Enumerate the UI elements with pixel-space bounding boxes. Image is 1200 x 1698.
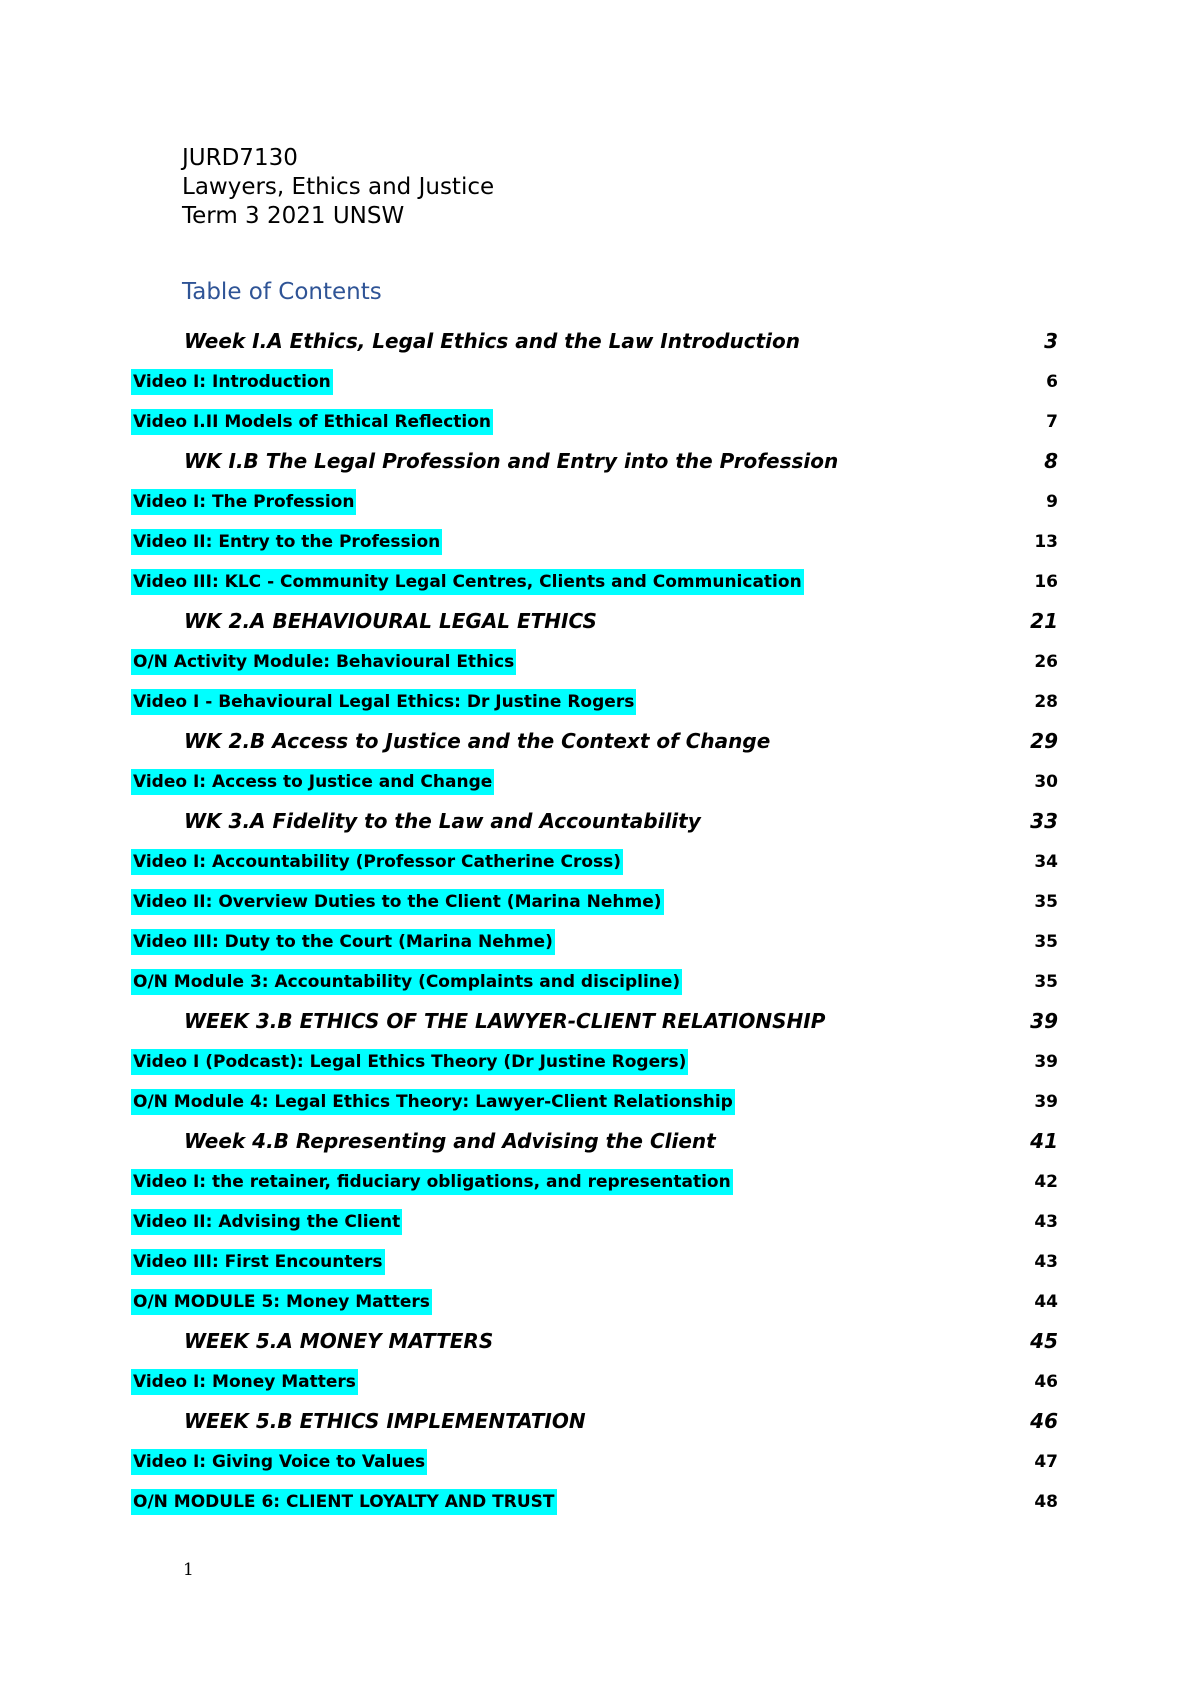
toc-entry[interactable]: [0, 769, 1200, 799]
toc-week-heading[interactable]: [0, 1409, 1200, 1439]
toc-week-heading[interactable]: [0, 729, 1200, 759]
toc-entry[interactable]: [0, 1169, 1200, 1199]
toc-entry-label[interactable]: Video I: the retainer, fiduciary obligations, and representation: [131, 1169, 733, 1195]
toc-entry-label[interactable]: Video II: Overview Duties to the Client (Marina Nehme): [131, 889, 664, 915]
toc-entry-label[interactable]: Video I: The Profession: [131, 489, 356, 515]
toc-page-number[interactable]: 47: [1034, 1452, 1058, 1472]
toc-page-number[interactable]: 9: [1046, 492, 1058, 512]
toc-entry[interactable]: [0, 969, 1200, 999]
toc-page-number[interactable]: 41: [1030, 1129, 1058, 1153]
toc-entry[interactable]: [0, 929, 1200, 959]
toc-page-number[interactable]: 3: [1044, 329, 1058, 353]
toc-page-number[interactable]: 39: [1034, 1092, 1058, 1112]
toc-entry-label[interactable]: Video III: First Encounters: [131, 1249, 385, 1275]
toc-page-number[interactable]: 44: [1034, 1292, 1058, 1312]
toc-entry-label[interactable]: WEEK 5.B ETHICS IMPLEMENTATION: [184, 1409, 586, 1433]
toc-entry[interactable]: [0, 489, 1200, 519]
toc-page-number[interactable]: 43: [1034, 1212, 1058, 1232]
toc-page-number[interactable]: 43: [1034, 1252, 1058, 1272]
toc-page-number[interactable]: 28: [1034, 692, 1058, 712]
toc-entry[interactable]: [0, 849, 1200, 879]
term-label: Term 3 2021 UNSW: [182, 203, 405, 229]
course-title: Lawyers, Ethics and Justice: [182, 174, 495, 200]
toc-heading: Table of Contents: [182, 279, 382, 305]
toc-page-number[interactable]: 46: [1030, 1409, 1058, 1433]
toc-page-number[interactable]: 34: [1034, 852, 1058, 872]
toc-entry-label[interactable]: Week I.A Ethics, Legal Ethics and the Law Introduction: [184, 329, 800, 353]
toc-page-number[interactable]: 39: [1034, 1052, 1058, 1072]
toc-entry[interactable]: [0, 1089, 1200, 1119]
toc-entry[interactable]: [0, 1209, 1200, 1239]
toc-entry-label[interactable]: Video I.II Models of Ethical Reflection: [131, 409, 493, 435]
toc-entry[interactable]: [0, 1369, 1200, 1399]
toc-entry-label[interactable]: WK 3.A Fidelity to the Law and Accountability: [184, 809, 701, 833]
toc-page-number[interactable]: 33: [1030, 809, 1058, 833]
toc-entry[interactable]: [0, 529, 1200, 559]
toc-entry-label[interactable]: O/N Module 3: Accountability (Complaints and discipline): [131, 969, 682, 995]
toc-entry-label[interactable]: Video I (Podcast): Legal Ethics Theory (Dr Justine Rogers): [131, 1049, 688, 1075]
toc-entry-label[interactable]: WK 2.A BEHAVIOURAL LEGAL ETHICS: [184, 609, 597, 633]
toc-entry[interactable]: [0, 569, 1200, 599]
course-code: JURD7130: [182, 145, 298, 171]
toc-page-number[interactable]: 30: [1034, 772, 1058, 792]
toc-page-number[interactable]: 35: [1034, 972, 1058, 992]
toc-page-number[interactable]: 29: [1030, 729, 1058, 753]
toc-page-number[interactable]: 16: [1034, 572, 1058, 592]
toc-entry-label[interactable]: Video I - Behavioural Legal Ethics: Dr Justine Rogers: [131, 689, 636, 715]
toc-page-number[interactable]: 7: [1046, 412, 1058, 432]
toc-entry-label[interactable]: Video III: KLC - Community Legal Centres, Clients and Communication: [131, 569, 804, 595]
toc-entry[interactable]: [0, 689, 1200, 719]
toc-entry[interactable]: [0, 1449, 1200, 1479]
document-header: [182, 144, 494, 231]
toc-entry-label[interactable]: WK 2.B Access to Justice and the Context of Change: [184, 729, 771, 753]
toc-entry-label[interactable]: O/N MODULE 6: CLIENT LOYALTY AND TRUST: [131, 1489, 557, 1515]
toc-entry-label[interactable]: Week 4.B Representing and Advising the Client: [184, 1129, 716, 1153]
toc-entry-label[interactable]: Video I: Access to Justice and Change: [131, 769, 494, 795]
toc-entry-label[interactable]: O/N Module 4: Legal Ethics Theory: Lawyer-Client Relationship: [131, 1089, 735, 1115]
toc-page-number[interactable]: 45: [1030, 1329, 1058, 1353]
toc-entry-label[interactable]: O/N MODULE 5: Money Matters: [131, 1289, 432, 1315]
toc-entry[interactable]: [0, 1289, 1200, 1319]
toc-page-number[interactable]: 39: [1030, 1009, 1058, 1033]
toc-page-number[interactable]: 21: [1030, 609, 1058, 633]
toc-page-number[interactable]: 35: [1034, 932, 1058, 952]
toc-entry-label[interactable]: Video I: Money Matters: [131, 1369, 358, 1395]
toc-entry-label[interactable]: Video I: Giving Voice to Values: [131, 1449, 427, 1475]
toc-week-heading[interactable]: [0, 1009, 1200, 1039]
toc-entry-label[interactable]: Video II: Entry to the Profession: [131, 529, 442, 555]
toc-week-heading[interactable]: [0, 329, 1200, 359]
toc-page-number[interactable]: 48: [1034, 1492, 1058, 1512]
toc-entry[interactable]: [0, 1249, 1200, 1279]
toc-page-number[interactable]: 46: [1034, 1372, 1058, 1392]
toc-page-number[interactable]: 35: [1034, 892, 1058, 912]
toc-week-heading[interactable]: [0, 1129, 1200, 1159]
toc-page-number[interactable]: 13: [1034, 532, 1058, 552]
toc-week-heading[interactable]: [0, 1329, 1200, 1359]
toc-entry-label[interactable]: Video I: Accountability (Professor Catherine Cross): [131, 849, 623, 875]
toc-entry[interactable]: [0, 649, 1200, 679]
toc-week-heading[interactable]: [0, 449, 1200, 479]
toc-entry-label[interactable]: Video II: Advising the Client: [131, 1209, 402, 1235]
toc-page-number[interactable]: 6: [1046, 372, 1058, 392]
toc-week-heading[interactable]: [0, 609, 1200, 639]
toc-page-number[interactable]: 8: [1044, 449, 1058, 473]
toc-page-number[interactable]: 26: [1034, 652, 1058, 672]
toc-entry-label[interactable]: WK I.B The Legal Profession and Entry into the Profession: [184, 449, 839, 473]
toc-entry[interactable]: [0, 889, 1200, 919]
toc-entry[interactable]: [0, 369, 1200, 399]
toc-entry[interactable]: [0, 409, 1200, 439]
toc-entry-label[interactable]: WEEK 5.A MONEY MATTERS: [184, 1329, 494, 1353]
toc-page-number[interactable]: 42: [1034, 1172, 1058, 1192]
toc-entry-label[interactable]: O/N Activity Module: Behavioural Ethics: [131, 649, 516, 675]
toc-entry[interactable]: [0, 1489, 1200, 1519]
toc-entry-label[interactable]: WEEK 3.B ETHICS OF THE LAWYER-CLIENT RELATIONSHIP: [184, 1009, 826, 1033]
toc-entry-label[interactable]: Video III: Duty to the Court (Marina Nehme): [131, 929, 555, 955]
toc-entry-label[interactable]: Video I: Introduction: [131, 369, 333, 395]
toc-week-heading[interactable]: [0, 809, 1200, 839]
page-number: 1: [183, 1560, 194, 1580]
toc-entry[interactable]: [0, 1049, 1200, 1079]
